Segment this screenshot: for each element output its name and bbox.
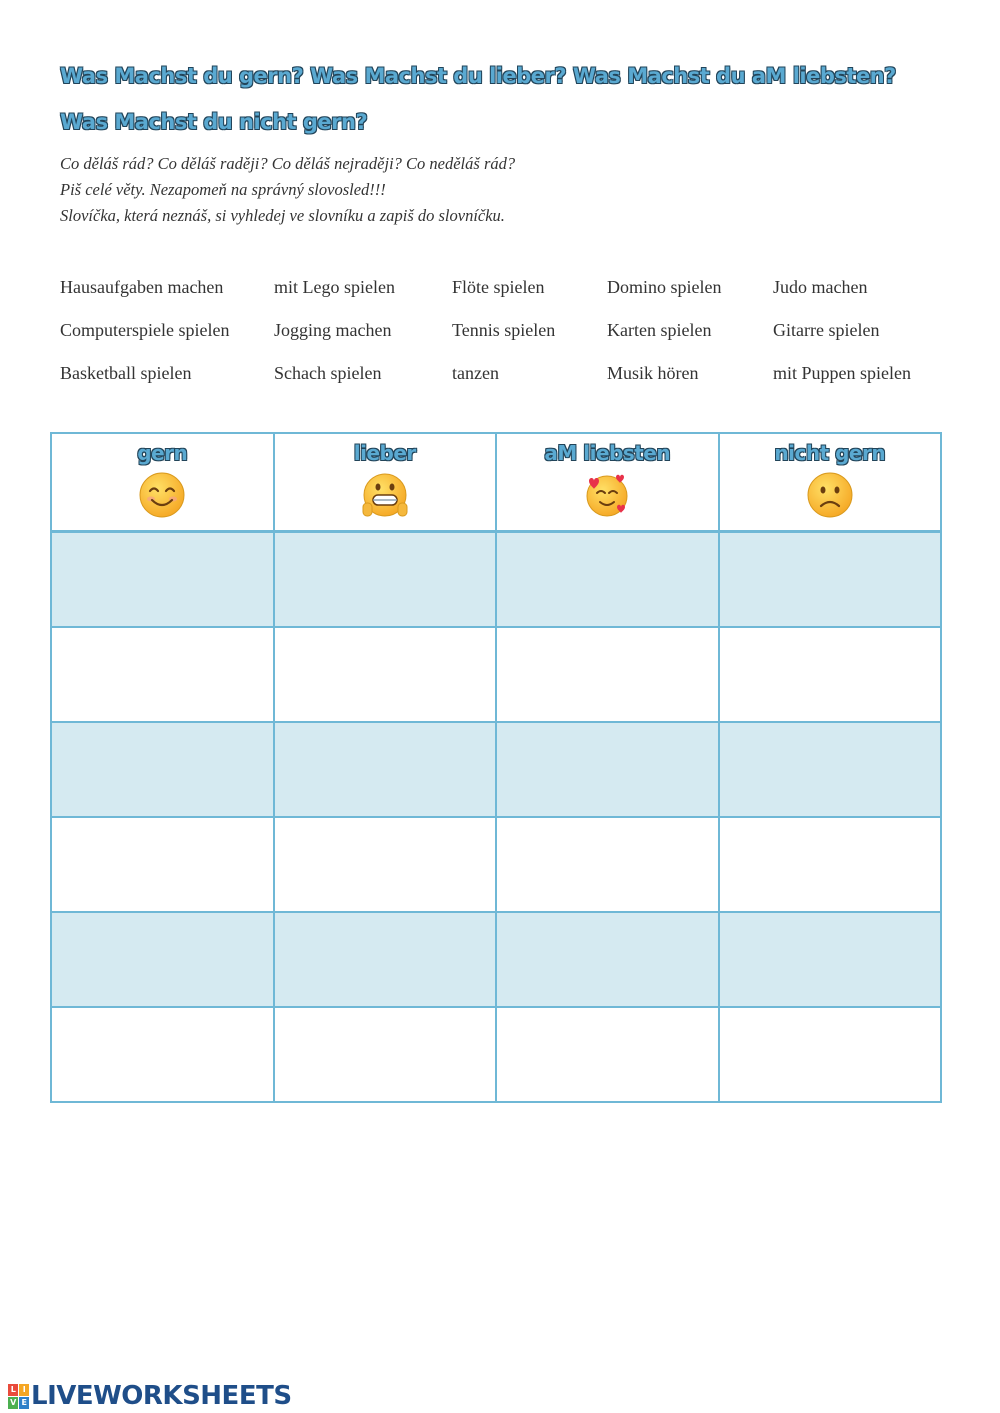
vocabulary-item: Musik hören bbox=[607, 363, 699, 383]
vocabulary-item: Gitarre spielen bbox=[773, 320, 880, 340]
vocabulary-item: Karten spielen bbox=[607, 320, 712, 340]
column-label: nicht gern bbox=[774, 441, 886, 465]
answer-input[interactable] bbox=[275, 628, 496, 721]
answer-input[interactable] bbox=[52, 1008, 273, 1101]
answer-cell[interactable] bbox=[51, 722, 274, 817]
vocabulary-item: Jogging machen bbox=[274, 320, 392, 340]
answer-cell[interactable] bbox=[496, 817, 719, 912]
frowning-face-icon bbox=[806, 471, 854, 519]
answer-cell[interactable] bbox=[719, 912, 942, 1007]
answer-input[interactable] bbox=[52, 533, 273, 626]
vocabulary-item: Flöte spielen bbox=[452, 277, 545, 297]
answer-cell[interactable] bbox=[274, 1007, 497, 1102]
answer-cell[interactable] bbox=[51, 532, 274, 628]
smiling-face-icon bbox=[138, 471, 186, 519]
column-header-gern bbox=[51, 433, 274, 532]
vocabulary-item: Hausaufgaben machen bbox=[60, 277, 224, 297]
answer-cell[interactable] bbox=[719, 627, 942, 722]
answer-cell[interactable] bbox=[274, 912, 497, 1007]
vocabulary-item: Schach spielen bbox=[274, 363, 382, 383]
answer-input[interactable] bbox=[275, 913, 496, 1006]
logo-mark-letter: I bbox=[19, 1384, 29, 1396]
logo-mark-letter: L bbox=[8, 1384, 18, 1396]
answer-cell[interactable] bbox=[719, 817, 942, 912]
answer-input[interactable] bbox=[720, 1008, 941, 1101]
column-header-lieber bbox=[274, 433, 497, 532]
smiling-face-with-hearts-icon bbox=[583, 471, 631, 519]
vocabulary-item: mit Puppen spielen bbox=[773, 363, 911, 383]
answer-input[interactable] bbox=[720, 913, 941, 1006]
instructions bbox=[60, 151, 515, 229]
answer-input[interactable] bbox=[497, 818, 718, 911]
liveworksheets-logo-mark bbox=[8, 1384, 29, 1409]
table-header-row bbox=[51, 433, 941, 532]
answer-input[interactable] bbox=[52, 628, 273, 721]
answer-cell[interactable] bbox=[496, 627, 719, 722]
answer-input[interactable] bbox=[720, 628, 941, 721]
vocabulary-item: Judo machen bbox=[773, 277, 868, 297]
answer-input[interactable] bbox=[275, 533, 496, 626]
vocabulary-item: Basketball spielen bbox=[60, 363, 192, 383]
answer-input[interactable] bbox=[720, 818, 941, 911]
answer-cell[interactable] bbox=[496, 532, 719, 628]
table-row bbox=[51, 912, 941, 1007]
answer-input[interactable] bbox=[275, 818, 496, 911]
liveworksheets-logo bbox=[8, 1381, 292, 1411]
answer-input[interactable] bbox=[52, 913, 273, 1006]
worksheet-title-line-1: Was Machst du gern? Was Machst du lieber? Was Machst du aM liebsten? bbox=[60, 64, 896, 88]
answer-input[interactable] bbox=[52, 723, 273, 816]
answer-cell[interactable] bbox=[274, 722, 497, 817]
logo-mark-letter: V bbox=[8, 1397, 18, 1409]
answer-input[interactable] bbox=[52, 818, 273, 911]
instruction-line: Slovíčka, která neznáš, si vyhledej ve slovníku a zapiš do slovníčku. bbox=[60, 206, 505, 225]
answer-input[interactable] bbox=[720, 723, 941, 816]
answer-cell[interactable] bbox=[51, 1007, 274, 1102]
vocabulary-item: mit Lego spielen bbox=[274, 277, 395, 297]
vocabulary-item: Domino spielen bbox=[607, 277, 722, 297]
table-row bbox=[51, 627, 941, 722]
answer-cell[interactable] bbox=[496, 722, 719, 817]
answer-input[interactable] bbox=[720, 533, 941, 626]
vocabulary-item: Computerspiele spielen bbox=[60, 320, 230, 340]
instruction-line: Piš celé věty. Nezapomeň na správný slovosled!!! bbox=[60, 180, 386, 199]
answer-cell[interactable] bbox=[274, 817, 497, 912]
answer-cell[interactable] bbox=[51, 817, 274, 912]
liveworksheets-brand-text: LIVEWORKSHEETS bbox=[31, 1381, 292, 1411]
answer-input[interactable] bbox=[275, 723, 496, 816]
column-label: gern bbox=[137, 441, 188, 465]
logo-mark-letter: E bbox=[19, 1397, 29, 1409]
answer-input[interactable] bbox=[275, 1008, 496, 1101]
answer-cell[interactable] bbox=[51, 627, 274, 722]
table-row bbox=[51, 817, 941, 912]
grinning-braces-face-icon bbox=[361, 471, 409, 519]
vocabulary-row bbox=[60, 352, 960, 395]
answer-cell[interactable] bbox=[51, 912, 274, 1007]
column-header-nicht-gern bbox=[719, 433, 942, 532]
column-label: aM liebsten bbox=[544, 441, 671, 465]
vocabulary-row bbox=[60, 309, 960, 352]
worksheet-title-line-2: Was Machst du nicht gern? bbox=[60, 110, 368, 134]
answer-cell[interactable] bbox=[719, 1007, 942, 1102]
answer-cell[interactable] bbox=[274, 627, 497, 722]
instruction-line: Co děláš rád? Co děláš raději? Co děláš nejraději? Co neděláš rád? bbox=[60, 154, 516, 173]
table-row bbox=[51, 1007, 941, 1102]
column-label: lieber bbox=[353, 441, 416, 465]
vocabulary-row bbox=[60, 266, 960, 309]
vocabulary-item: Tennis spielen bbox=[452, 320, 556, 340]
table-row bbox=[51, 532, 941, 628]
answer-input[interactable] bbox=[497, 723, 718, 816]
answer-table bbox=[50, 432, 942, 1103]
answer-cell[interactable] bbox=[274, 532, 497, 628]
answer-cell[interactable] bbox=[496, 912, 719, 1007]
vocabulary-list bbox=[60, 266, 960, 395]
answer-cell[interactable] bbox=[719, 722, 942, 817]
answer-input[interactable] bbox=[497, 533, 718, 626]
answer-input[interactable] bbox=[497, 1008, 718, 1101]
table-row bbox=[51, 722, 941, 817]
answer-cell[interactable] bbox=[496, 1007, 719, 1102]
vocabulary-item: tanzen bbox=[452, 363, 499, 383]
answer-input[interactable] bbox=[497, 913, 718, 1006]
answer-input[interactable] bbox=[497, 628, 718, 721]
column-header-am-liebsten bbox=[496, 433, 719, 532]
answer-cell[interactable] bbox=[719, 532, 942, 628]
